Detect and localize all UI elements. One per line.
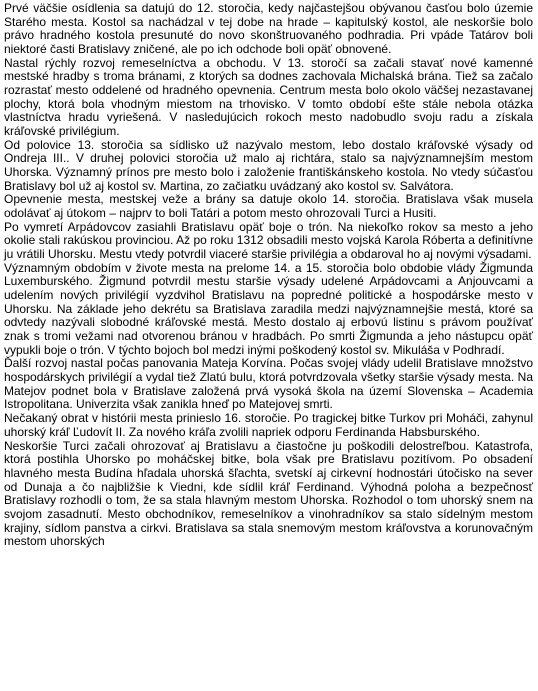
paragraph-capital-of-hungary: Neskoršie Turci začali ohrozovať aj Bratislavu a čiastočne ju poškodili delostreľbou. Katastrofa, ktorá postihla Uhorsko po moháčskej bitke, bola však pre Bratislavu pozitívom. Po obsadení hlavného mesta Budína hľadala uhorská šľachta, svetskí aj cirkevní hodnostári útočisko na sever od Dunaja a čo najbližšie k Viedni, kde sídlil kráľ Ferdinand. Výhodná poloha a bezpečnosť Bratislavy rozhodli o tom, že sa stala hlavným mestom Uhorska. Rozhodol o tom uhorský snem na svojom zasadnutí. Mesto obchodníkov, remeselníkov a vinohradníkov sa stalo sídelným mestom krajiny, sídlom panstva a cirkvi. Bratislava sa stala snemovým mestom kráľovstva a korunovačným mestom uhorských: [4, 438, 533, 549]
paragraph-matthias-corvinus: Ďalší rozvoj nastal počas panovania Mateja Korvína. Počas svojej vlády udelil Bratislave množstvo hospodárskych privilégií a vydal tiež Zlatú bulu, ktorá potvrdzovala všetky staršie výsady mesta. Na Matejov podnet bola v Bratislave založená prvá vysoká škola na území Slovenska – Academia Istropolitana. Univerzita však zanikla hneď po Matejovej smrti.: [4, 356, 533, 412]
paragraph-sigismund-era: Významným obdobím v živote mesta na prelome 14. a 15. storočia bolo obdobie vlády Žigmunda Luxemburského. Žigmund potvrdil mestu staršie výsady udelené Arpádovcami a Anjouvcami a udelením nových privilégií vyzdvihol Bratislavu na popredné politické a hospodárske mesto v Uhorsku. Na základe jeho dekrétu sa Bratislava zaradila medzi najvýznamnejšie mestá, ktoré sa odvtedy nazývali slobodné kráľovské mestá. Mesto dostalo aj erbovú listinu s právom používať znak s tromi vežami nad otvorenou bránou v hradbách. Po smrti Žigmunda a jeho nástupcu opäť vypukli boje o trón. V týchto bojoch bol medzi inými poškodený kostol sv. Mikuláša v Podhradí.: [4, 260, 533, 357]
paragraph-arpad-extinction: Po vymretí Arpádovcov zasiahli Bratislavu opäť boje o trón. Na niekoľko rokov sa mesto a jeho okolie stali rakúskou provinciou. Až po roku 1312 obsadili mesto vojská Karola Róberta a definitívne ju vrátili Uhorsku. Mestu vtedy potvrdil viaceré staršie privilégia a obdaroval ho aj novými výsadami.: [4, 219, 533, 262]
paragraph-royal-privileges: Od polovice 13. storočia sa sídlisko už nazývalo mestom, lebo dostalo kráľovské výsady od Ondreja III.. V druhej polovici storočia už malo aj richtára, stalo sa najvýznamnejším mestom Uhorska. Významný prínos pre mesto bolo i založenie františkánskeho kostola. No vtedy súčasťou Bratislavy bol už aj kostol sv. Martina, zo začiatku uvádzaný ako kostol sv. Salvátora.: [4, 137, 533, 193]
paragraph-early-settlement: Prvé väčšie osídlenia sa datujú do 12. storočia, kedy najčastejšou obývanou časťou bolo územie Starého mesta. Kostol sa nachádzal v tej dobe na hrade – kapitulský kostol, ale neskoršie bolo právo hradného kostola presunuté do novo skonštruovaného podhradia. Pri vpáde Tatárov boli niektoré časti Bratislavy zničené, ale po ich odchode boli opäť obnovené.: [4, 1, 533, 57]
document-body: [4, 2, 533, 549]
paragraph-sixteenth-century: Nečakaný obrat v histórii mesta prinieslo 16. storočie. Po tragickej bitke Turkov pri Moháči, zahynul uhorský kráľ Ľudovít II. Za nového kráľa zvolili napriek odporu Ferdinanda Habsburského.: [4, 411, 533, 439]
paragraph-fortification: Opevnenie mesta, mestskej veže a brány sa datuje okolo 14. storočia. Bratislava však musela odolávať aj útokom – najprv to boli Tatári a potom mesto ohrozovali Turci a Husiti.: [4, 192, 533, 221]
paragraph-crafts-and-trade: Nastal rýchly rozvoj remeselníctva a obchodu. V 13. storočí sa začali stavať nové kamenné mestské hradby s troma bránami, z ktorých sa dodnes zachovala Michalská brána. Tiež sa začalo rozrastať mesto oddelené od hradného opevnenia. Centrum mesta bolo okolo väčšej nezastavanej plochy, ktorá bola vhodným miestom na trhovisko. V tomto období ešte stále nebola otázka vlastníctva hradu vyriešená. V nasledujúcich rokoch mesto nadobudlo svoju radu a získala kráľovské privilégium.: [4, 55, 533, 139]
